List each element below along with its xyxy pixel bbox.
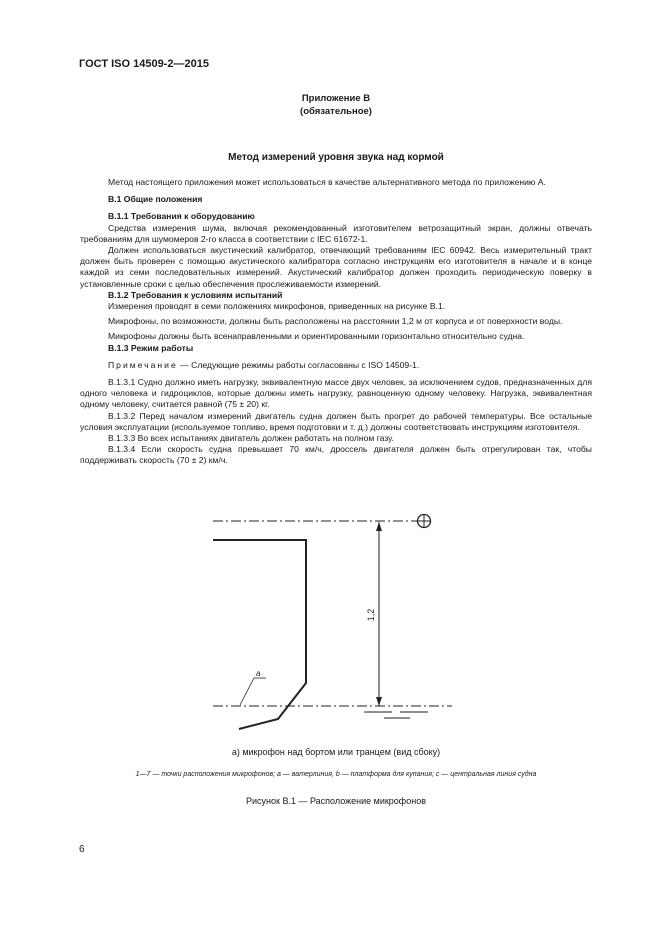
section-title: Метод измерений уровня звука над кормой	[228, 152, 444, 163]
b12-paragraph-1: Измерения проводят в семи положениях микрофонов, приведенных на рисунке В.1.	[108, 301, 446, 312]
b131-paragraph: В.1.3.1 Судно должно иметь нагрузку, эквивалентную массе двух человек, за исключением судов, предназначенных для одного человека и гидроциклов, которые должны иметь нагрузку, равноценную одному человеку. Нагрузка, эквивалентная одному человеку, считается равной (75 ± 20) кг.	[80, 377, 592, 410]
dimension-arrow-top	[376, 522, 382, 531]
b1-heading: В.1 Общие положения	[108, 194, 203, 205]
b12-heading: В.1.2 Требования к условиям испытаний	[108, 289, 283, 300]
b13-heading: В.1.3 Режим работы	[108, 342, 194, 353]
water-symbol	[364, 712, 428, 718]
b134-paragraph: В.1.3.4 Если скорость судна превышает 70 км/ч, дроссель двигателя должен быть отрегулирован так, чтобы поддерживать скорость (70 ± 2) км/ч.	[80, 444, 592, 466]
dimension-label: 1,2	[366, 608, 376, 622]
figure-title: Рисунок В.1 — Расположение микрофонов	[246, 796, 426, 806]
hull-outline	[213, 540, 306, 729]
appendix-status: (обязательное)	[300, 106, 372, 117]
figure-caption-a: а) микрофон над бортом или транцем (вид сбоку)	[231, 747, 441, 757]
b11-heading: В.1.1 Требования к оборудованию	[108, 211, 255, 222]
waterline-leader	[240, 678, 254, 705]
page-number: 6	[79, 844, 85, 855]
figure-legend: 1—7 — точки расположения микрофонов; a — ватерлиния, b — платформа для купания; c — центральная линия судна	[135, 771, 537, 778]
b12-paragraph-2: Микрофоны, по возможности, должны быть расположены на расстоянии 1,2 м от корпуса и от поверхности воды.	[108, 316, 563, 327]
intro-paragraph: Метод настоящего приложения может использоваться в качестве альтернативного метода по приложению А.	[108, 177, 546, 187]
b11-paragraph-1: Средства измерения шума, включая рекомендованный изготовителем ветрозащитный экран, должны отвечать требованиям для шумомеров 2-го класса в соответствии с IEC 61672-1.	[80, 222, 592, 244]
b11-paragraph-2: Должен использоваться акустический калибратор, отвечающий требованиям IEC 60942. Весь измерительный тракт должен быть проверен с помощью акустического калибратора согласно инструкциям его изготовителя в начале и в конце каждой из семи последовательных измерений. Акустический калибратор должен проходить периодическую поверку в установленные сроки с целью обеспечения прослеживаемости измерений.	[80, 245, 592, 289]
note-label: Примечание	[108, 359, 178, 370]
microphone-icon	[418, 515, 431, 528]
dimension-arrow-bottom	[376, 697, 382, 706]
b132-paragraph: В.1.3.2 Перед началом измерений двигатель судна должен быть прогрет до рабочей температуры. Все остальные условия эксплуатации (используемое топливо, время подготовки и т. д.) должны соответствовать инструкциям изготовителя.	[80, 410, 592, 432]
b133-paragraph: В.1.3.3 Во всех испытаниях двигатель должен работать на полном газу.	[108, 433, 394, 444]
note-text: — Следующие режимы работы согласованы с ISO 14509-1.	[177, 359, 420, 370]
waterline-label: a	[256, 669, 261, 678]
standard-header: ГОСТ ISO 14509-2—2015	[79, 58, 209, 70]
b12-paragraph-3: Микрофоны должны быть всенаправленными и ориентированными горизонтально относительно судна.	[108, 331, 525, 342]
appendix-title: Приложение В	[301, 93, 371, 104]
